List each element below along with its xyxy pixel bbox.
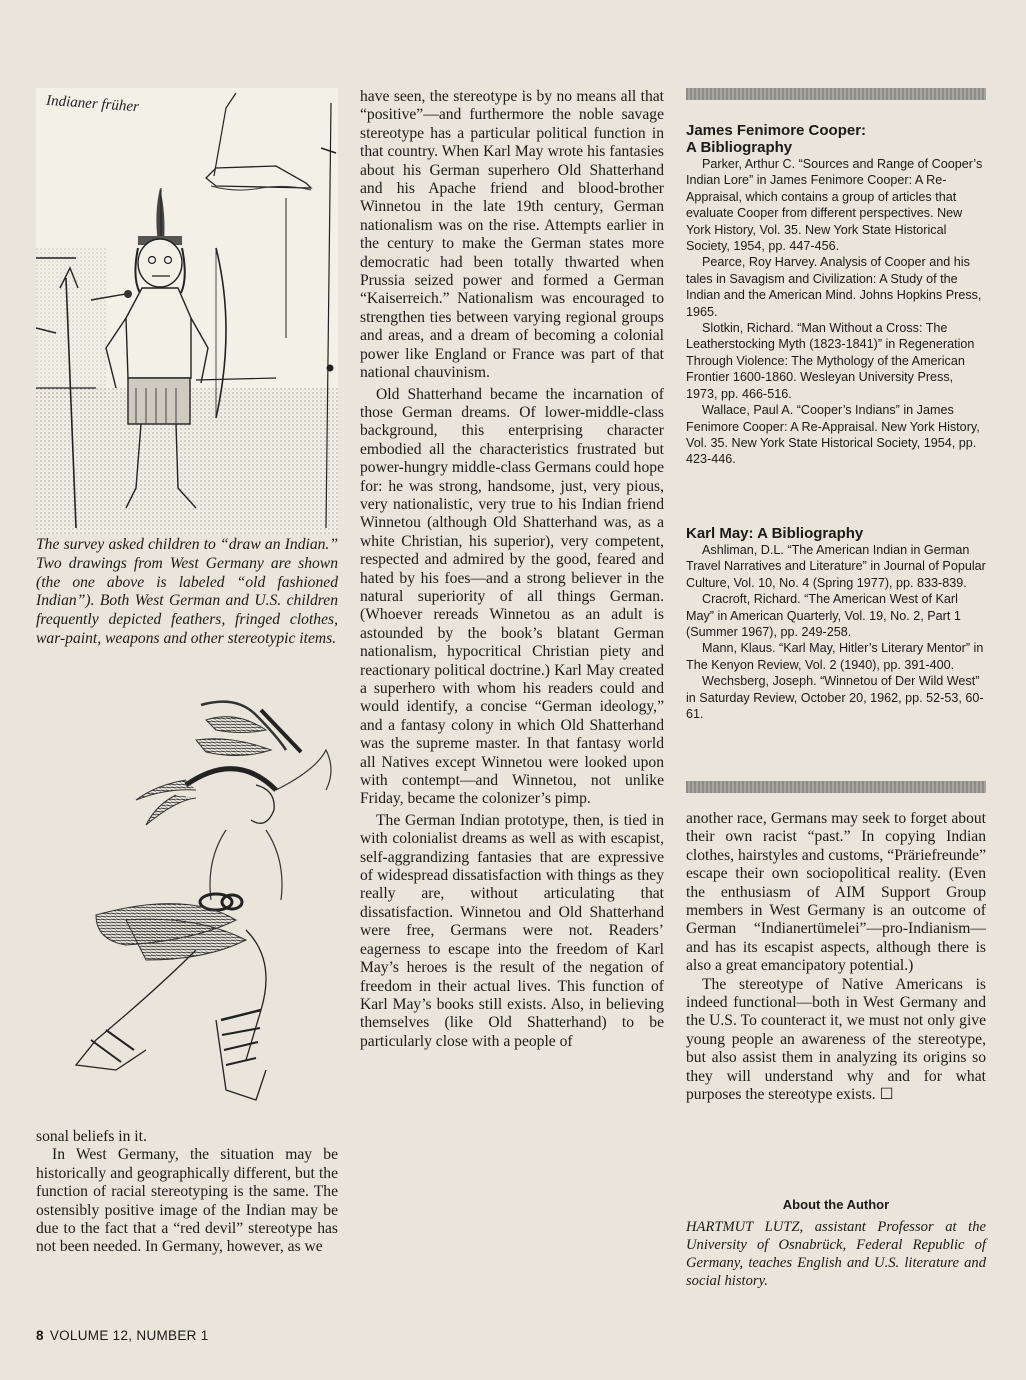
column-1-text [36,1128,338,1257]
bibliography-entry: Pearce, Roy Harvey. Analysis of Cooper and his tales in Savagism and Civilization: A Study of the Indian and the American Mind. Johns Hopkins Press, 1965. [686,255,982,319]
bibliography-entry: Wallace, Paul A. “Cooper’s Indians” in James Fenimore Cooper: A Re-Appraisal. New York History, Vol. 35. New York State Historical Society, 1954, pp. 423-446. [686,403,980,467]
figure-indian-drawing-2 [36,690,338,1120]
figure-indian-drawing-1 [36,88,338,534]
bibliography-entry: Parker, Arthur C. “Sources and Range of Cooper’s Indian Lore” in James Fenimore Cooper: A Re-Appraisal, which contains a group of articles that evaluate Cooper from different perspectives. New York History, Vol. 35. New York State Historical Society, 1954, pp. 447-456. [686,157,983,254]
paragraph: The German Indian prototype, then, is tied in with colonialist dreams as well as with escapist, self-aggrandizing fantasies that are expressive of widespread dissatisfaction with things as they really are, without articulating that dissatisfaction. Winnetou and Old Shatterhand were free, Germans were not. Readers’ eagerness to escape into the freedom of Karl May’s heroes is the result of the negation of freedom in their actual lives. This function of Karl May’s books still exists. Also, in believing themselves (like Old Shatterhand) to be particularly close with a people of [360,811,664,1050]
column-3-text [686,810,986,1105]
bibliography-entry: Mann, Klaus. “Karl May, Hitler’s Literary Mentor” in The Kenyon Review, Vol. 2 (1940), pp. 391-400. [686,641,984,672]
paragraph: another race, Germans may seek to forget about their own racist “past.” In copying Indian clothes, hairstyles and customs, “Präriefreunde” escape their own sociopolitical reality. (Even the enthusiasm of AIM Support Group members in West Germany is an outcome of German “Indianertümelei”—pro-Indianism—and has its escapist aspects, although there is also a great emancipatory potential.) [686,810,986,975]
paragraph: The stereotype of Native Americans is indeed functional—both in West Germany and the U.S. To counteract it, we must not only give young people an awareness of the stereotype, but also assist them in analyzing its origins so they will understand why and for what purposes the stereotype exists. ☐ [686,975,986,1104]
may-bibliography [686,525,986,722]
page-number: 8 [36,1328,44,1343]
page-footer [36,1328,209,1343]
issue-label: VOLUME 12, NUMBER 1 [49,1328,209,1343]
figure-caption: The survey asked children to “draw an Indian.” Two drawings from West Germany are shown (the one above is labeled “old fashioned Indian”). Both West German and U.S. children frequently depicted feathers, fringed clothes, war-paint, weapons and other stereotypic items. [36,536,338,647]
cooper-bibliography-title-line1: James Fenimore Cooper: [686,122,867,139]
bibliography-bottom-rule [686,781,986,793]
handwritten-label: Indianer früher [45,92,140,116]
may-bibliography-title: Karl May: A Bibliography [686,525,864,542]
bibliography-entry: Wechsberg, Joseph. “Winnetou of Der Wild West” in Saturday Review, October 20, 1962, pp. 52-53, 60-61. [686,674,984,722]
about-author-text: HARTMUT LUTZ, assistant Professor at the University of Osnabrück, Federal Republic of Germany, teaches English and U.S. literature and social history. [686,1219,986,1289]
paragraph: Old Shatterhand became the incarnation of those German dreams. Of lower-middle-class background, this enterprising character embodied all the characteristics frustrated but power-hungry middle-class Germans could hope for: he was strong, handsome, just, very pious, very nationalistic, very true to his Indian friend Winnetou (although Old Shatterhand was, as a white Christian, his superior), very competent, respected and admired by the good, feared and hated by his foes—and a strong believer in the natural superiority of all things German. (Whoever rereads Winnetou as an adult is astounded by the book’s blatant German nationalism, hypocritical Christian piety and reactionary political doctrine.) Karl May created a superhero with whom his readers could and would identify, a concise “German ideology,” and a fantasy colony in which Old Shatterhand was the supreme master. In that fantasy world all Natives except Winnetou were looked upon with contempt—and Winnetou, not unlike Friday, became the colonizer’s pimp. [360,385,664,808]
bibliography-entry: Slotkin, Richard. “Man Without a Cross: The Leatherstocking Myth (1823-1841)” in Regeneration Through Violence: The Mythology of the American Frontier 1600-1860. Wesleyan University Press, 1973, pp. 466-516. [686,321,975,401]
indian-drawing-1-image [36,88,338,534]
indian-drawing-2-image [36,690,338,1120]
bibliography-entry: Ashliman, D.L. “The American Indian in German Travel Narratives and Literature” in Journal of Popular Culture, Vol. 10, No. 4 (Spring 1977), pp. 833-839. [686,543,986,590]
cooper-bibliography [686,122,986,468]
about-author-title: About the Author [782,1197,890,1212]
bibliography-top-rule [686,88,986,100]
paragraph: sonal beliefs in it. [36,1128,147,1145]
paragraph: have seen, the stereotype is by no means all that “positive”—and furthermore the noble savage stereotype has a particular political function in that country. When Karl May wrote his fantasies about his German superhero Old Shatterhand and his Apache friend and blood-brother Winnetou in the late 19th century, German nationalism was on the rise. Attempts earlier in the century to make the German states more democratic had been totally thwarted when Prussia seized power and formed a German “Kaiserreich.” Nationalism was encouraged to strengthen ties between varying regional groups and areas, and a dream of becoming a colonial power like England or France was part of that national chauvinism. [360,88,664,382]
bibliography-entry: Cracroft, Richard. “The American West of Karl May” in American Quarterly, Vol. 19, No. 2, Part 1 (Summer 1967), pp. 249-258. [686,592,961,640]
cooper-bibliography-title-line2: A Bibliography [686,139,793,156]
column-2-text [360,88,664,1051]
paragraph: In West Germany, the situation may be historically and geographically different, but the function of racial stereotyping is the same. The ostensibly positive image of the Indian may be due to the fact that a “red devil” stereotype has not been needed. In Germany, however, as we [36,1146,338,1256]
